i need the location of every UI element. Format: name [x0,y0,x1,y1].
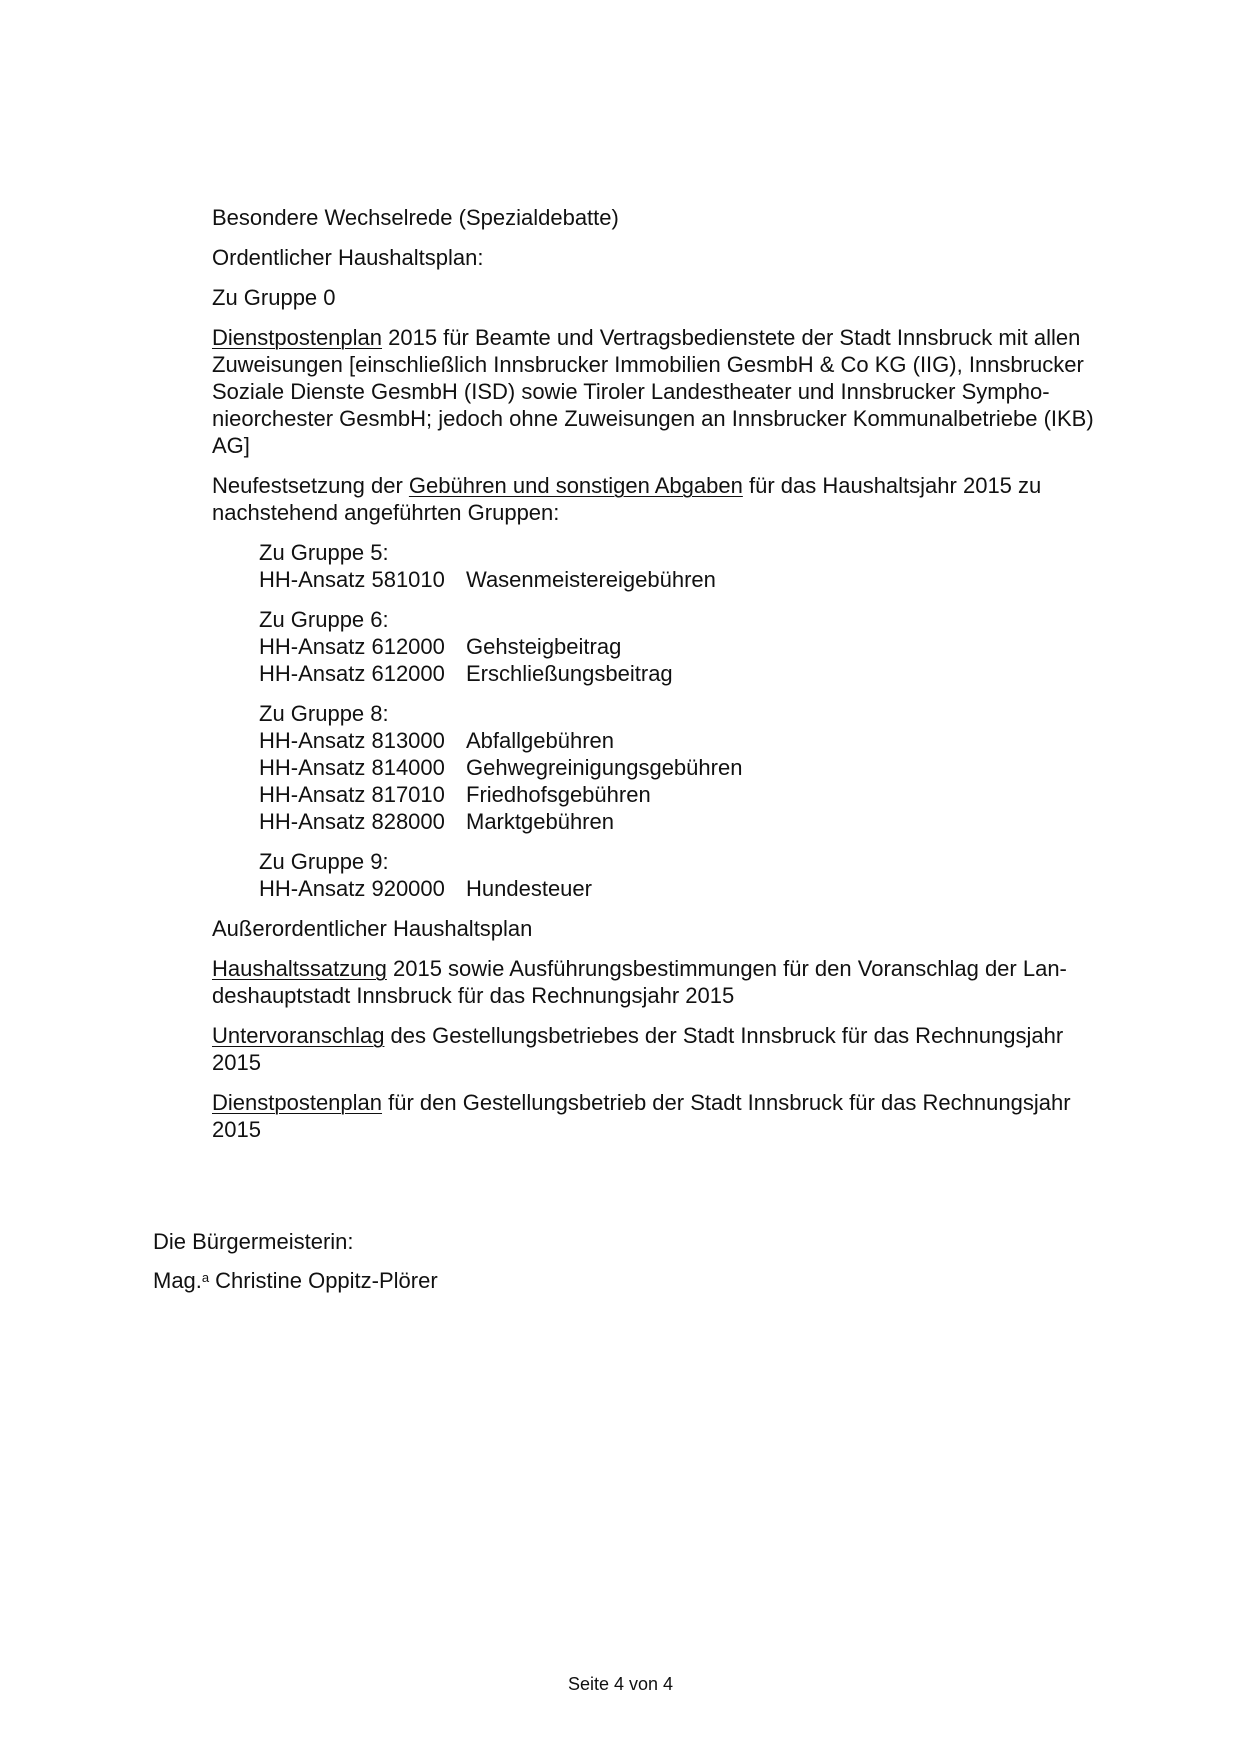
budget-statute-line-2: deshauptstadt Innsbruck für das Rechnungsjahr 2015 [212,983,735,1008]
staff-plan-provision-line-1 [212,1089,1132,1116]
staff-plan-line-1 [212,324,1132,351]
sub-estimate-paragraph [212,1022,1132,1076]
staff-plan-paragraph [212,324,1132,459]
staff-plan-line-3: Soziale Dienste GesmbH (ISD) sowie Tiroler Landestheater und Innsbrucker Sympho- [212,379,1050,404]
fee-item [259,781,1132,808]
fees-line-2: nachstehend angeführten Gruppen: [212,500,560,525]
heading-extraordinary-budget: Außerordentlicher Haushaltsplan [212,916,533,941]
fees-line-1 [212,472,1132,499]
page-footer [0,1673,1241,1695]
group-0-heading: Zu Gruppe 0 [212,285,336,310]
signature-title-prefix: Mag. [153,1268,202,1293]
staff-plan-provision-text: für den Gestellungsbetrieb der Stadt Innsbruck für das Rechnungsjahr [382,1090,1071,1115]
heading-special-debate: Besondere Wechselrede (Spezialdebatte) [212,205,619,230]
fee-group-5 [259,539,1132,593]
fee-item-code: HH-Ansatz 814000 [259,755,445,780]
fee-item [259,566,1132,593]
fee-item-name: Abfallgebühren [466,728,615,753]
budget-statute-link[interactable]: Haushaltssatzung [212,956,387,981]
staff-plan-line-4: nieorchester GesmbH; jedoch ohne Zuweisungen an Innsbrucker Kommunalbetriebe (IKB) [212,406,1094,431]
budget-statute-text: 2015 sowie Ausführungsbestimmungen für den Voranschlag der Lan- [386,956,1067,981]
fee-group-heading: Zu Gruppe 9: [259,849,389,874]
sub-estimate-line-2: 2015 [212,1050,261,1075]
staff-plan-provision-paragraph [212,1089,1132,1143]
signature-name-line [153,1267,438,1294]
fee-item-name: Erschließungsbeitrag [466,661,673,686]
fee-item-name: Wasenmeistereigebühren [466,567,716,592]
signature-role: Die Bürgermeisterin: [153,1229,354,1254]
fee-item-name: Gehwegreinigungsgebühren [466,755,743,780]
fee-item-name: Friedhofsgebühren [466,782,651,807]
fee-item [259,727,1132,754]
fees-after: für das Haushaltsjahr 2015 zu [742,473,1042,498]
fee-item-name: Hundesteuer [466,876,592,901]
staff-plan-text: 2015 für Beamte und Vertragsbedienstete der Stadt Innsbruck mit allen [382,325,1081,350]
fee-item [259,808,1132,835]
signature-name: Christine Oppitz-Plörer [215,1268,438,1293]
fee-group-heading: Zu Gruppe 6: [259,607,389,632]
fee-item-code: HH-Ansatz 817010 [259,782,445,807]
sub-estimate-link[interactable]: Untervoranschlag [212,1023,385,1048]
staff-plan-provision-link[interactable]: Dienstpostenplan [212,1090,383,1115]
fee-item [259,754,1132,781]
fee-item [259,633,1132,660]
fees-paragraph [212,472,1132,526]
sub-estimate-text: des Gestellungsbetriebes der Stadt Innsbruck für das Rechnungsjahr [384,1023,1064,1048]
staff-plan-link[interactable]: Dienstpostenplan [212,325,383,350]
fee-item-code: HH-Ansatz 813000 [259,728,445,753]
fees-link[interactable]: Gebühren und sonstigen Abgaben [408,473,743,498]
fee-item-name: Gehsteigbeitrag [466,634,622,659]
fee-group-8 [259,700,1132,835]
page-number-label: Seite 4 von 4 [567,1674,674,1694]
budget-statute-line-1 [212,955,1132,982]
staff-plan-provision-line-2: 2015 [212,1117,261,1142]
fee-item-code: HH-Ansatz 612000 [259,634,445,659]
staff-plan-line-5: AG] [212,433,250,458]
sub-estimate-line-1 [212,1022,1132,1049]
fee-item-name: Marktgebühren [466,809,614,834]
fee-group-heading: Zu Gruppe 5: [259,540,389,565]
fee-item-code: HH-Ansatz 581010 [259,567,445,592]
fee-item [259,875,1132,902]
fee-group-heading: Zu Gruppe 8: [259,701,389,726]
signature-block [153,1228,438,1306]
fee-item-code: HH-Ansatz 612000 [259,661,445,686]
fee-item-code: HH-Ansatz 828000 [259,809,445,834]
heading-ordinary-budget: Ordentlicher Haushaltsplan: [212,245,484,270]
budget-statute-paragraph [212,955,1132,1009]
fee-group-6 [259,606,1132,687]
fee-group-9 [259,848,1132,902]
fee-item-code: HH-Ansatz 920000 [259,876,445,901]
document-body [212,204,1132,1156]
staff-plan-line-2: Zuweisungen [einschließlich Innsbrucker Immobilien GesmbH & Co KG (IIG), Innsbrucker [212,352,1084,377]
fee-groups-list [259,539,1132,902]
signature-title-superscript: a [201,1270,210,1285]
fee-item [259,660,1132,687]
fees-before: Neufestsetzung der [212,473,409,498]
